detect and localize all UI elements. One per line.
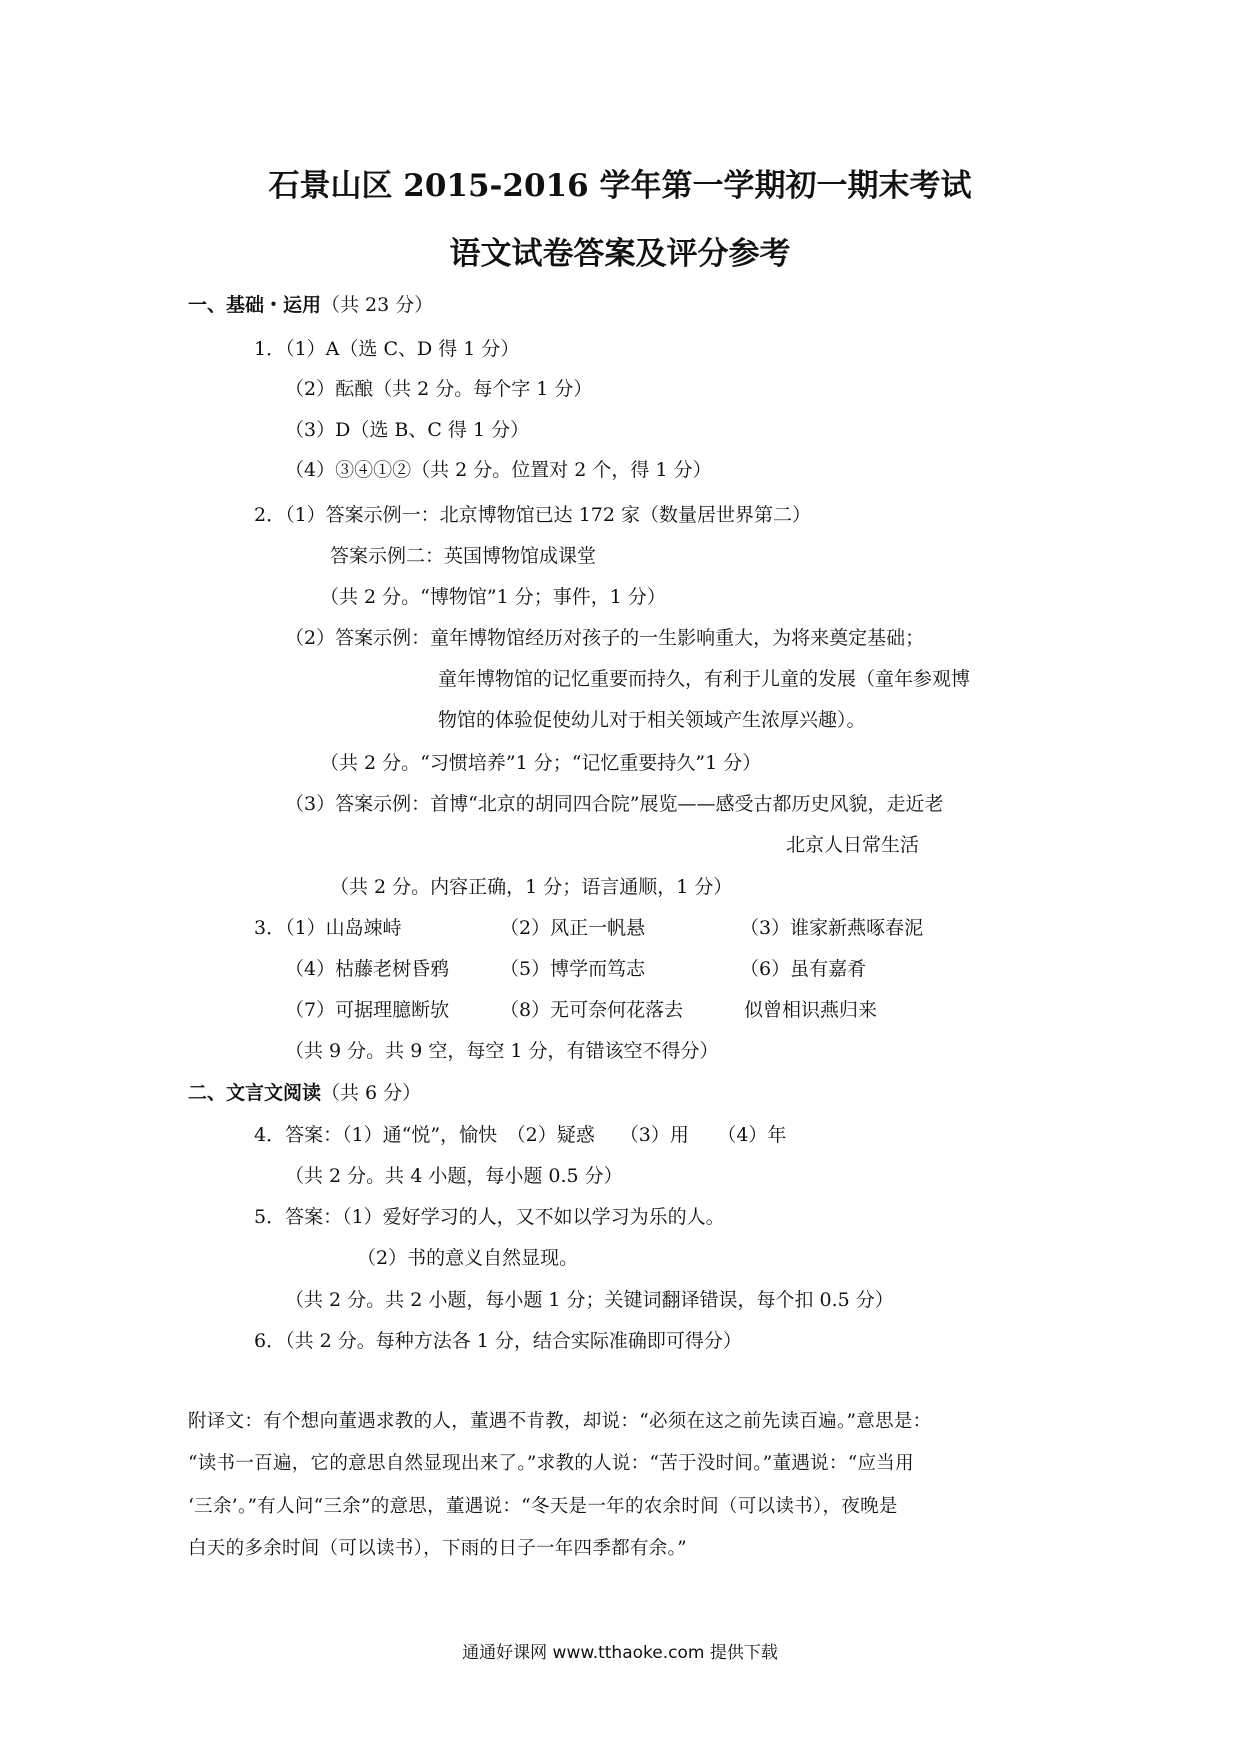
- answer-line: 2．（1）答案示例一：北京博物馆已达 172 家（数量居世界第二）: [254, 504, 812, 526]
- answer-line: 5．答案：（1）爱好学习的人，又不如以学习为乐的人。: [254, 1206, 725, 1228]
- scoring-note: （共 2 分。共 4 小题，每小题 0.5 分）: [285, 1165, 623, 1187]
- scoring-note: （共 2 分。内容正确，1 分；语言通顺，1 分）: [330, 876, 733, 898]
- answer-cell: （3）谁家新燕啄春泥: [740, 917, 924, 939]
- answer-line: 4．答案：（1）通“悦”，愉快 （2）疑惑 （3）用 （4）年: [254, 1124, 787, 1146]
- answer-line: （3）D（选 B、C 得 1 分）: [285, 419, 530, 441]
- answer-line: （3）答案示例：首博“北京的胡同四合院”展览——感受古都历史风貌，走近老: [285, 793, 944, 815]
- answer-line: （2）答案示例：童年博物馆经历对孩子的一生影响重大，为将来奠定基础；: [285, 627, 925, 649]
- scoring-note: （共 2 分。共 2 小题，每小题 1 分；关键词翻译错误，每个扣 0.5 分）: [285, 1289, 894, 1311]
- answer-cell: 3．（1）山岛竦峙: [254, 917, 402, 939]
- translation-line: “读书一百遍，它的意思自然显现出来了。”求教的人说：“苦于没时间。”董遇说：“应当用: [188, 1453, 914, 1474]
- answer-line: 答案示例二：英国博物馆成课堂: [330, 545, 597, 567]
- answer-cell: （5）博学而笃志: [500, 958, 646, 980]
- scoring-note: （共 9 分。共 9 空，每空 1 分，有错该空不得分）: [285, 1040, 719, 1062]
- answer-line: 1．（1）A（选 C、D 得 1 分）: [254, 338, 520, 360]
- section-heading-2: [188, 1080, 421, 1106]
- answer-line: 6．（共 2 分。每种方法各 1 分，结合实际准确即可得分）: [254, 1330, 742, 1352]
- answer-cell: （2）风正一帆悬: [500, 917, 646, 939]
- answer-line: 北京人日常生活: [786, 834, 920, 856]
- translation-line: 附译文：有个想向董遇求教的人，董遇不肯教，却说：“必须在这之前先读百遍。”意思是：: [188, 1411, 932, 1432]
- answer-cell: （6）虽有嘉肴: [740, 958, 867, 980]
- scoring-note: （共 2 分。“博物馆”1 分；事件，1 分）: [320, 586, 666, 608]
- answer-cell: （8）无可奈何花落去: [500, 999, 684, 1021]
- footer-text: 通通好课网 www.tthaoke.com 提供下载: [462, 1643, 778, 1663]
- section-heading-1: [188, 292, 433, 318]
- section-points: （共 6 分）: [321, 1082, 422, 1104]
- section-title: 一、基础・运用: [188, 294, 322, 316]
- answer-line: （4）③④①②（共 2 分。位置对 2 个，得 1 分）: [285, 459, 712, 481]
- translation-line: 白天的多余时间（可以读书），下雨的日子一年四季都有余。”: [188, 1538, 687, 1559]
- answer-cell: （4）枯藤老树昏鸦: [285, 958, 450, 980]
- answer-cell: 似曾相识燕归来: [744, 999, 878, 1021]
- answer-cell: （7）可据理臆断欤: [285, 999, 450, 1021]
- answer-line: （2）书的意义自然显现。: [357, 1247, 579, 1269]
- page-title: 石景山区 2015-2016 学年第一学期初一期末考试: [268, 168, 972, 204]
- answer-line: 物馆的体验促使幼儿对于相关领域产生浓厚兴趣）。: [438, 709, 866, 731]
- answer-line: 童年博物馆的记忆重要而持久，有利于儿童的发展（童年参观博: [438, 668, 971, 690]
- translation-line: ‘三余’。”有人问“三余”的意思，董遇说：“冬天是一年的农余时间（可以读书），夜晚是: [188, 1496, 898, 1517]
- section-title: 二、文言文阅读: [188, 1082, 322, 1104]
- scoring-note: （共 2 分。“习惯培养”1 分；“记忆重要持久”1 分）: [320, 752, 762, 774]
- page-subtitle: 语文试卷答案及评分参考: [449, 236, 791, 272]
- answer-line: （2）酝酿（共 2 分。每个字 1 分）: [285, 378, 593, 400]
- section-points: （共 23 分）: [321, 294, 434, 316]
